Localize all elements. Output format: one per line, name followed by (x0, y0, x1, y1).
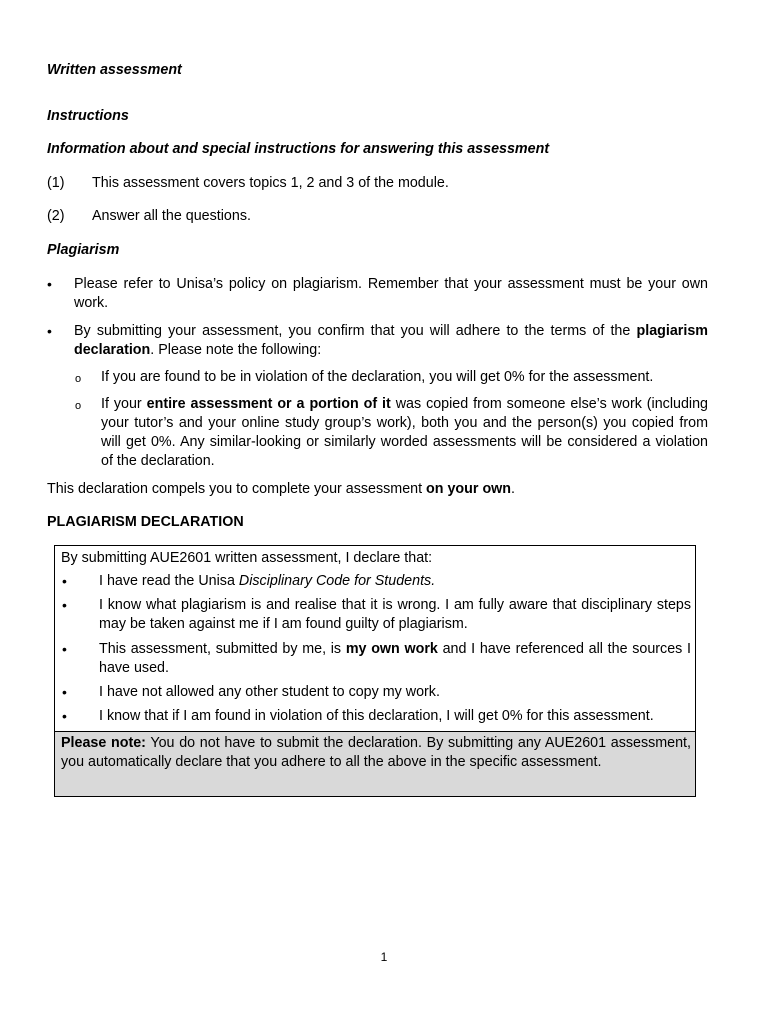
heading-information: Information about and special instructions for answering this assessment (47, 141, 550, 157)
bullet-dot-icon: • (62, 708, 67, 724)
compels-text: This declaration compels you to complete your assessment on your own. (47, 481, 516, 497)
heading-written-assessment: Written assessment (47, 62, 182, 78)
bullet-dot-icon: • (47, 323, 52, 339)
sub-bullet-circle-icon: o (75, 373, 82, 385)
declaration-heading: PLAGIARISM DECLARATION (47, 514, 244, 530)
bullet-policy-text: Please refer to Unisa’s policy on plagiarism. Remember that your assessment must be your own work. (74, 276, 708, 311)
declaration-item-code: I have read the Unisa Disciplinary Code for Students. (99, 573, 436, 589)
bullet-dot-icon: • (62, 597, 67, 613)
numbered-text-2: Answer all the questions. (92, 208, 251, 224)
declaration-item-copy: I have not allowed any other student to copy my work. (99, 684, 440, 700)
bullet-dot-icon: • (62, 641, 67, 657)
sub-bullet-circle-icon: o (75, 400, 82, 412)
bullet-dot-icon: • (47, 276, 52, 292)
heading-plagiarism: Plagiarism (47, 242, 120, 258)
declaration-item-plagiarism: I know what plagiarism is and realise that it is wrong. I am fully aware that disciplinary steps may be taken against me if I am found guilty of plagiarism. (99, 597, 691, 632)
heading-instructions: Instructions (47, 108, 129, 124)
page-number: 1 (380, 950, 388, 964)
sub-bullet-violation-text: If you are found to be in violation of the declaration, you will get 0% for the assessment. (101, 369, 654, 385)
bullet-submitting-text: By submitting your assessment, you confirm that you will adhere to the terms of the plagiarism declaration. Please note the following: (74, 323, 708, 358)
numbered-label-2: (2) (47, 208, 65, 224)
declaration-item-own-work: This assessment, submitted by me, is my own work and I have referenced all the sources I have used. (99, 641, 691, 676)
sub-bullet-copied-text: If your entire assessment or a portion of it was copied from someone else’s work (including your tutor’s and your online study group’s work), both you and the person(s) you copied from will get 0%. Any similar-looking or similarly worded assessments will be considered a violation of the declaration. (101, 396, 708, 469)
numbered-text-1: This assessment covers topics 1, 2 and 3 of the module. (92, 175, 449, 191)
bullet-dot-icon: • (62, 573, 67, 589)
declaration-intro: By submitting AUE2601 written assessment, I declare that: (61, 550, 433, 566)
declaration-item-violation: I know that if I am found in violation of this declaration, I will get 0% for this assessment. (99, 708, 654, 724)
bullet-dot-icon: • (62, 684, 67, 700)
numbered-label-1: (1) (47, 175, 65, 191)
declaration-note-text: Please note: You do not have to submit the declaration. By submitting any AUE2601 assessment, you automatically declare that you adhere to all the above in the specific assessment. (61, 735, 691, 770)
